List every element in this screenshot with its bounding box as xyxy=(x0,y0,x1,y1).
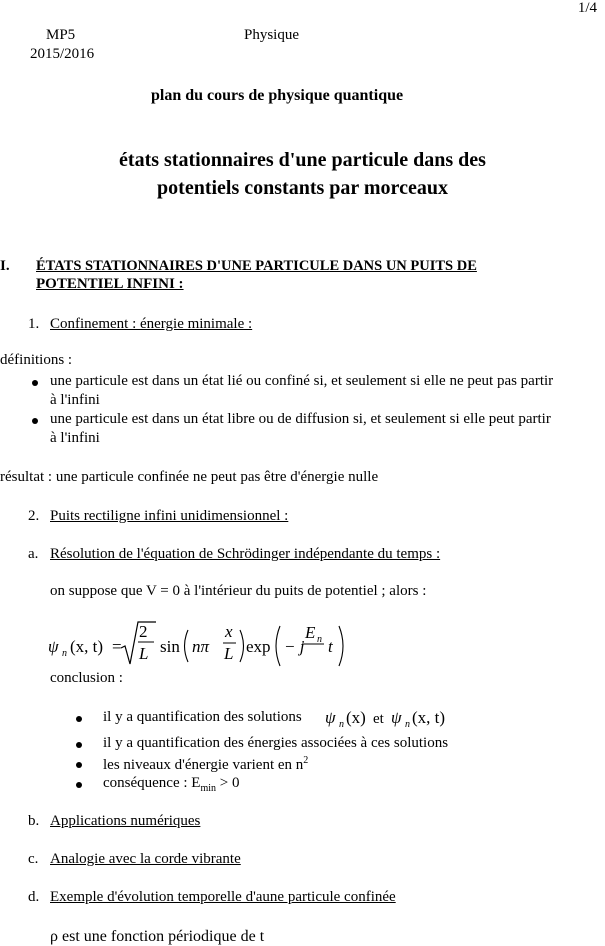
conclusion-2-text: il y a quantification des énergies associées à ces solutions xyxy=(103,735,449,751)
sol-psi1: ψ xyxy=(325,708,336,727)
formula-npi: nπ xyxy=(192,637,210,656)
conclusion-4-text: conséquence : $E_{min} > 0$ xyxy=(103,775,240,794)
definition-1-line2: à l'infini xyxy=(50,392,100,408)
formula-sin: sin xyxy=(160,637,180,656)
formula-args: (x, t) xyxy=(70,637,104,656)
bullet-icon xyxy=(76,716,82,722)
formula-minus-j: − j xyxy=(284,637,305,656)
sol-args2: (x, t) xyxy=(412,708,446,727)
solutions-formula xyxy=(323,704,453,730)
formula-exp: exp xyxy=(246,637,271,656)
definition-1-line1: une particule est dans un état lié ou confiné si, et seulement si elle ne peut pas partir xyxy=(50,373,554,389)
formula-psi: ψ xyxy=(48,637,59,656)
formula-L1: L xyxy=(139,644,149,663)
subject: Physique xyxy=(244,27,300,43)
bullet-icon xyxy=(32,418,38,424)
periodic-rho-text: ρ est une fonction périodique de t xyxy=(50,928,265,945)
item-b-title: Applications numériques xyxy=(50,813,201,829)
item-c-title: Analogie avec la corde vibrante xyxy=(50,851,241,867)
conclusion-1-text: il y a quantification des solutions xyxy=(103,709,302,725)
definition-2-line2: à l'infini xyxy=(50,430,100,446)
formula-En-sub: n xyxy=(317,634,322,645)
bullet-icon xyxy=(76,762,82,768)
sol-n2: n xyxy=(405,719,410,730)
class-code: MP5 xyxy=(46,27,76,43)
bullet-icon xyxy=(76,782,82,788)
main-title-line1: états stationnaires d'une particule dans des xyxy=(119,149,486,171)
section-title-line2: POTENTIEL INFINI : xyxy=(36,276,184,292)
item-b-letter: b. xyxy=(28,813,40,829)
item-c-letter: c. xyxy=(28,851,39,867)
conclusion-label: conclusion : xyxy=(50,670,123,686)
bullet-icon xyxy=(32,380,38,386)
course-plan-title: plan du cours de physique quantique xyxy=(151,87,404,104)
item-a-title: Résolution de l'équation de Schrödinger indépendante du temps : xyxy=(50,546,441,562)
formula-L2: L xyxy=(224,644,234,663)
page-number: 1/4 xyxy=(577,0,597,16)
wavefunction-formula xyxy=(48,618,348,670)
item-d-title: Exemple d'évolution temporelle d'aune particule confinée xyxy=(50,889,396,905)
suppose-text: on suppose que V = 0 à l'intérieur du puits de potentiel ; alors : xyxy=(50,583,427,599)
formula-t: t xyxy=(328,637,333,656)
main-title-line2: potentiels constants par morceaux xyxy=(157,177,448,199)
sol-n1: n xyxy=(339,719,344,730)
formula-E: E xyxy=(305,623,316,642)
conclusion-3-text: les niveaux d'énergie varient en $n^2$ xyxy=(103,755,309,773)
section-title-line1: ÉTATS STATIONNAIRES D'UNE PARTICULE DANS UN PUITS DE xyxy=(36,258,477,274)
result-text: résultat : une particule confinée ne peut pas être d'énergie nulle xyxy=(0,469,379,485)
bullet-icon xyxy=(76,742,82,748)
sub1-number: 1. xyxy=(28,316,40,332)
sub2-number: 2. xyxy=(28,508,40,524)
sol-and: et xyxy=(373,711,384,727)
formula-equals: = xyxy=(112,637,122,656)
formula-two: 2 xyxy=(139,622,148,641)
sol-psi2: ψ xyxy=(391,708,402,727)
formula-x: x xyxy=(225,622,233,641)
definition-2-line1: une particule est dans un état libre ou de diffusion si, et seulement si elle peut partir xyxy=(50,411,551,427)
sub1-title: Confinement : énergie minimale : xyxy=(50,316,253,332)
section-number: I. xyxy=(0,258,10,274)
item-d-letter: d. xyxy=(28,889,40,905)
sub2-title: Puits rectiligne infini unidimensionnel : xyxy=(50,508,289,524)
school-year: 2015/2016 xyxy=(30,46,95,62)
formula-n: n xyxy=(62,648,67,659)
sol-args1: (x) xyxy=(346,708,366,727)
definitions-label: définitions : xyxy=(0,352,73,368)
item-a-letter: a. xyxy=(28,546,39,562)
